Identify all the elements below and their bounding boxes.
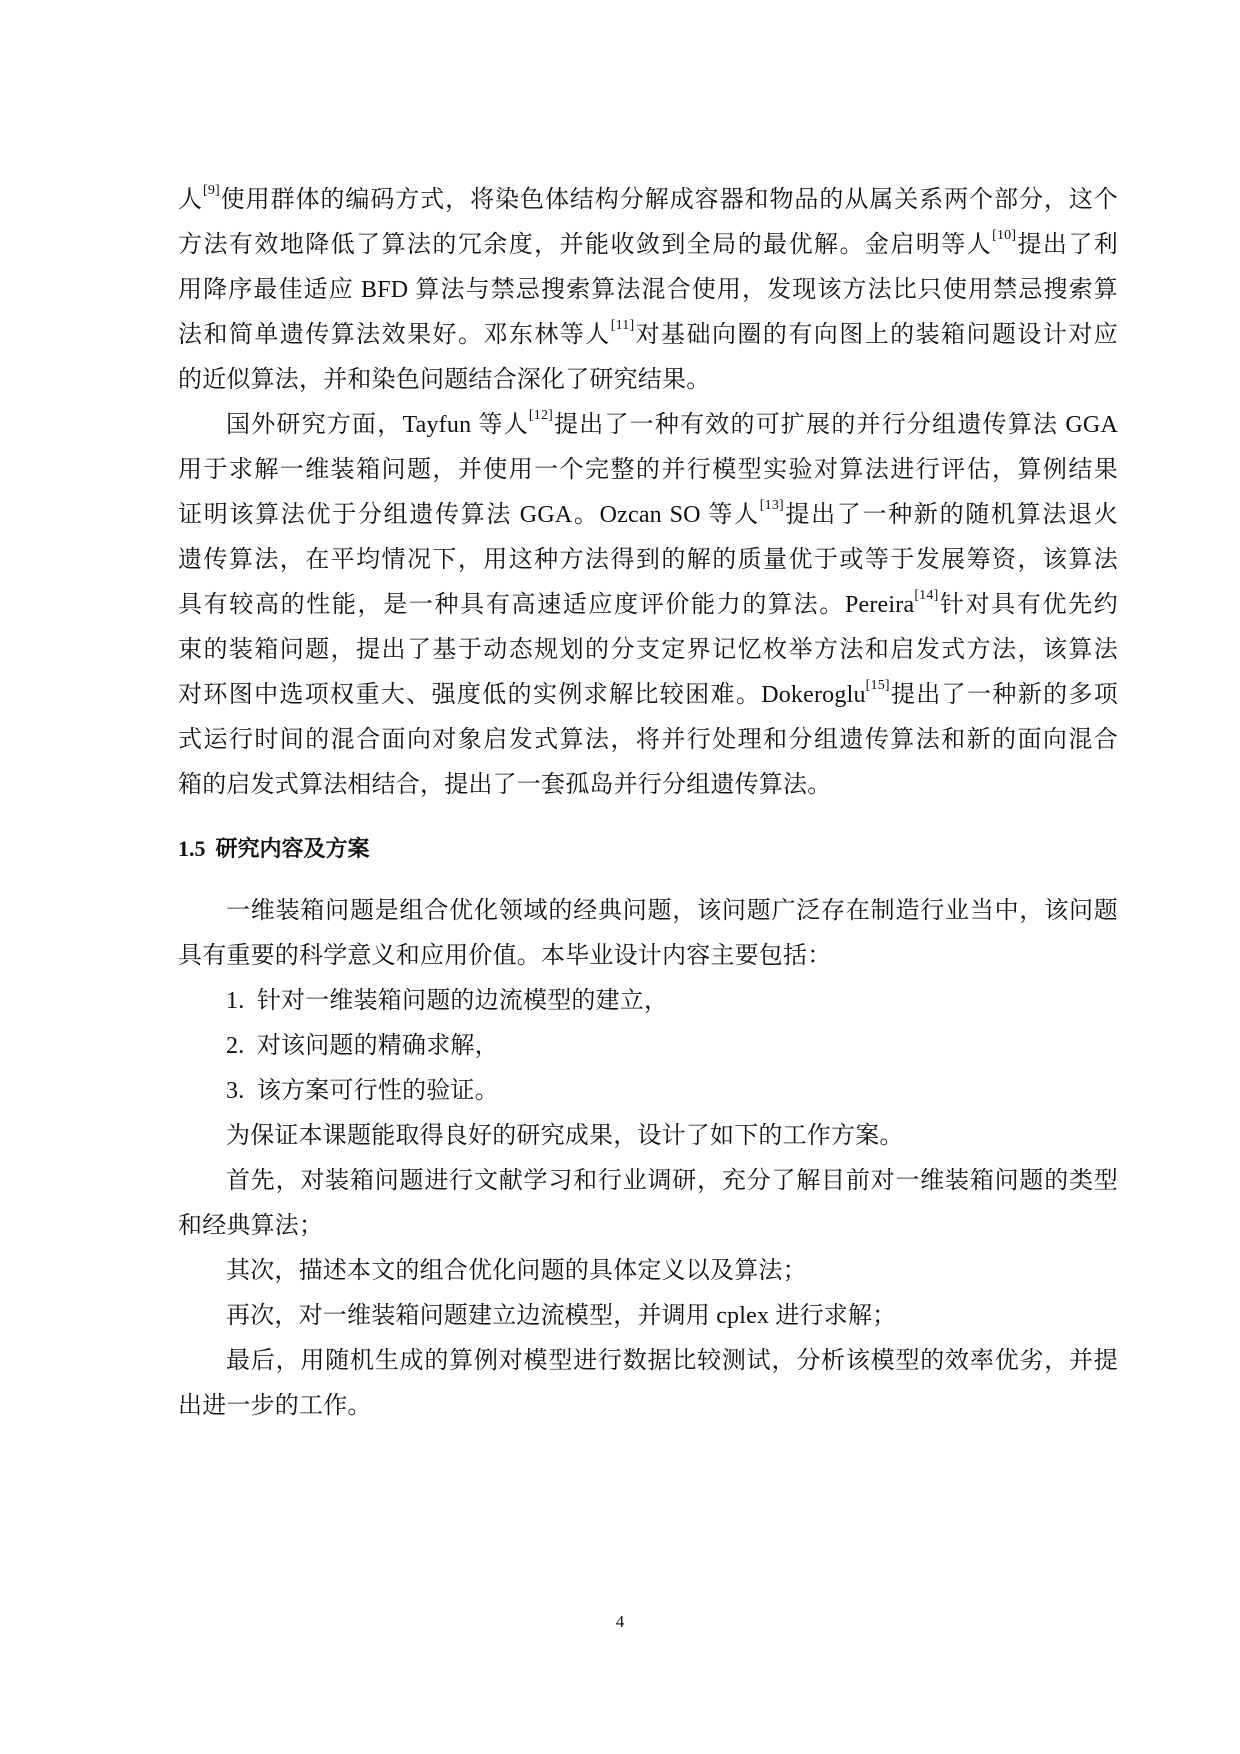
text-line: 用降序最佳适应 BFD 算法与禁忌搜索算法混合使用，发现该方法比只使用禁忌搜索算 <box>178 277 1118 303</box>
text-line: 法和简单遗传算法效果好。邓东林等人[11]对基础向圈的有向图上的装箱问题设计对应 <box>178 318 1118 348</box>
text-line: 具有较高的性能，是一种具有高速适应度评价能力的算法。Pereira[14]针对具有优先约 <box>178 588 1118 618</box>
citation: [10] <box>992 228 1017 243</box>
list-number: 3. <box>226 1078 245 1104</box>
plan-step-3: 再次，对一维装箱问题建立边流模型，并调用 cplex 进行求解； <box>226 1303 897 1329</box>
citation: [13] <box>759 498 784 513</box>
page-number: 4 <box>615 1612 625 1631</box>
section-title: 研究内容及方案 <box>215 837 370 862</box>
list-item <box>178 1024 1118 1069</box>
list-text: 对该问题的精确求解， <box>256 1033 499 1059</box>
text-line: 人[9]使用群体的编码方式，将染色体结构分解成容器和物品的从属关系两个部分，这个 <box>178 183 1118 213</box>
citation: [11] <box>610 318 635 333</box>
list-number: 1. <box>226 988 245 1014</box>
document-page <box>178 178 1118 1429</box>
list-number: 2. <box>226 1033 245 1059</box>
list-item <box>178 1069 1118 1114</box>
text-line: 式运行时间的混合面向对象启发式算法，将并行处理和分组遗传算法和新的面向混合 <box>178 727 1118 753</box>
text-line: 证明该算法优于分组遗传算法 GGA。Ozcan SO 等人[13]提出了一种新的随机算法退火 <box>178 498 1118 528</box>
text-line: 国外研究方面，Tayfun 等人[12]提出了一种有效的可扩展的并行分组遗传算法 GGA <box>226 408 1118 438</box>
text-line: 箱的启发式算法相结合，提出了一套孤岛并行分组遗传算法。 <box>178 772 832 798</box>
plan-step-4: 最后，用随机生成的算例对模型进行数据比较测试，分析该模型的效率优劣，并提 <box>226 1348 1118 1374</box>
list-text: 针对一维装箱问题的边流模型的建立， <box>256 988 669 1014</box>
text-line: 的近似算法，并和染色问题结合深化了研究结果。 <box>178 367 711 393</box>
research-content-list <box>178 979 1118 1114</box>
text-line: 遗传算法，在平均情况下，用这种方法得到的解的质量优于或等于发展筹资，该算法 <box>178 547 1118 573</box>
section-number: 1.5 <box>178 836 206 861</box>
paragraph-research-content <box>178 889 1118 979</box>
text-line: 对环图中选项权重大、强度低的实例求解比较困难。Dokeroglu[15]提出了一种新的多项 <box>178 678 1118 708</box>
list-text: 该方案可行性的验证。 <box>256 1078 499 1104</box>
plan-step-1: 首先，对装箱问题进行文献学习和行业调研，充分了解目前对一维装箱问题的类型 <box>226 1168 1118 1194</box>
text-line: 方法有效地降低了算法的冗余度，并能收敛到全局的最优解。金启明等人[10]提出了利 <box>178 228 1118 258</box>
citation: [15] <box>865 678 890 693</box>
work-plan <box>178 1114 1118 1429</box>
plan-step-1-cont: 和经典算法； <box>178 1213 324 1239</box>
list-item <box>178 979 1118 1024</box>
paragraph-foreign-research <box>178 403 1118 808</box>
plan-step-4-cont: 出进一步的工作。 <box>178 1393 372 1419</box>
citation: [9] <box>202 183 220 198</box>
text-line: 束的装箱问题，提出了基于动态规划的分支定界记忆枚举方法和启发式方法，该算法 <box>178 637 1118 663</box>
section-heading <box>178 826 1118 871</box>
paragraph-domestic-research-continued <box>178 178 1118 403</box>
plan-intro: 为保证本课题能取得良好的研究成果，设计了如下的工作方案。 <box>226 1123 904 1149</box>
citation: [14] <box>914 588 939 603</box>
text-line: 具有重要的科学意义和应用价值。本毕业设计内容主要包括： <box>178 943 832 969</box>
citation: [12] <box>528 408 554 423</box>
text-line: 用于求解一维装箱问题，并使用一个完整的并行模型实验对算法进行评估，算例结果 <box>178 457 1118 483</box>
text-line: 一维装箱问题是组合优化领域的经典问题，该问题广泛存在制造行业当中，该问题 <box>226 898 1118 924</box>
plan-step-2: 其次，描述本文的组合优化问题的具体定义以及算法； <box>226 1258 807 1284</box>
